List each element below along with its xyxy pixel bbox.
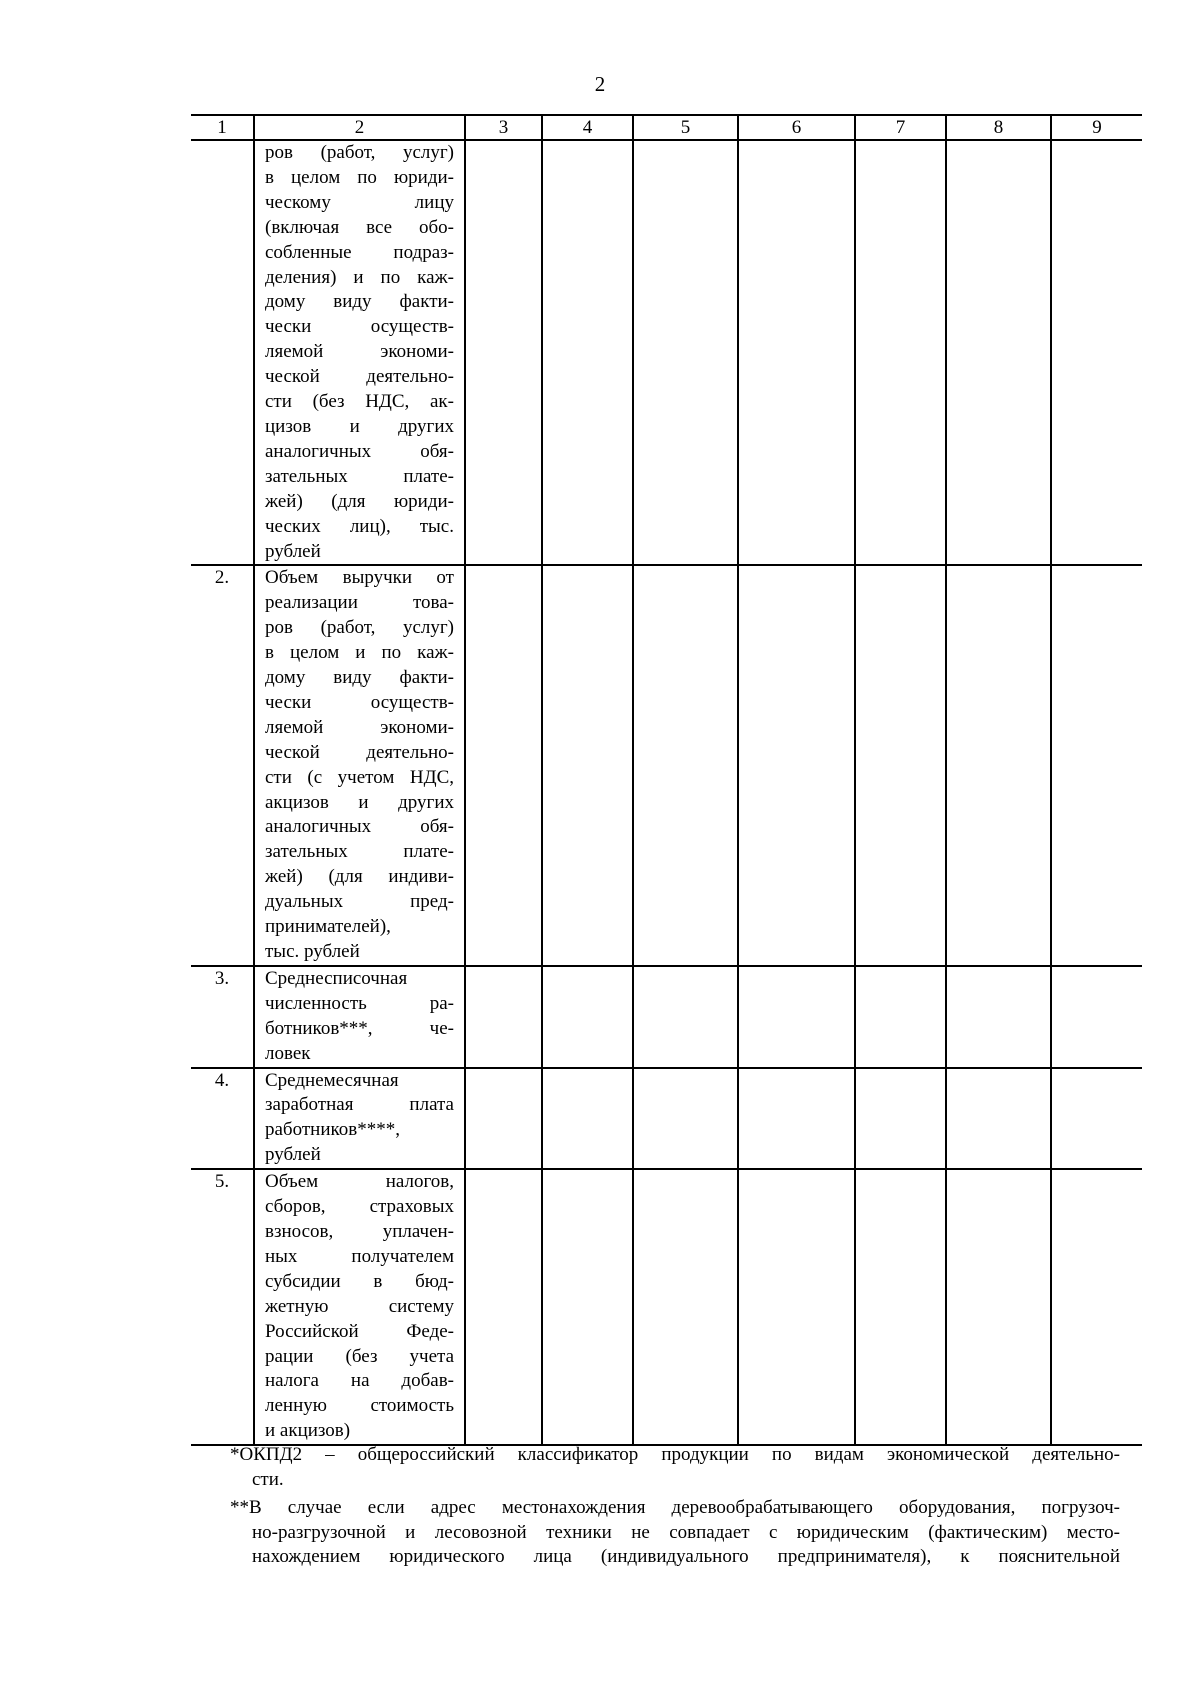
data-cell [465, 1169, 542, 1445]
data-cell [542, 140, 633, 565]
data-cell [1051, 966, 1142, 1068]
column-header: 6 [738, 115, 855, 140]
description-line: принимателей), [265, 916, 391, 938]
row-number: 4. [191, 1068, 254, 1170]
report-table [191, 114, 1142, 1446]
description-line: ляемой экономи- [265, 716, 454, 738]
row-number: 5. [191, 1169, 254, 1445]
description-line: жей) (для индиви- [265, 866, 454, 888]
row-number: 2. [191, 565, 254, 966]
data-cell [946, 1068, 1051, 1170]
description-line: субсидии в бюд- [265, 1270, 454, 1292]
data-cell [946, 140, 1051, 565]
description-line: тыс. рублей [265, 941, 360, 962]
row-number: 3. [191, 966, 254, 1068]
data-cell [946, 966, 1051, 1068]
description-line: реализации това- [265, 592, 454, 614]
description-line: Российской Феде- [265, 1320, 454, 1342]
data-cell [465, 140, 542, 565]
data-cell [855, 966, 946, 1068]
footnotes [230, 1443, 1120, 1570]
data-cell [738, 1068, 855, 1170]
data-cell [465, 966, 542, 1068]
description-line: численность ра- [265, 992, 454, 1014]
description-line: дому виду факти- [265, 291, 454, 313]
description-line: дуальных пред- [265, 891, 454, 913]
data-cell [946, 1169, 1051, 1445]
description-line: деления) и по каж- [265, 266, 454, 288]
description-line: (включая все обо- [265, 216, 454, 238]
description-line: цизов и других [265, 415, 454, 437]
column-header: 2 [254, 115, 465, 140]
footnote-line: сти. [252, 1468, 284, 1490]
description-line: ческих лиц), тыс. [265, 515, 454, 537]
indicator-description [254, 140, 465, 565]
column-header: 8 [946, 115, 1051, 140]
description-line: жей) (для юриди- [265, 490, 454, 512]
description-line: ческому лицу [265, 191, 454, 213]
description-line: ных получателем [265, 1245, 454, 1267]
description-line: акцизов и других [265, 791, 454, 813]
table-row [191, 565, 1142, 966]
data-cell [855, 140, 946, 565]
footnote-line: **В случае если адрес местонахождения деревообрабатывающего оборудования, погрузоч- [230, 1497, 1120, 1518]
footnote [230, 1443, 1120, 1492]
table-row [191, 966, 1142, 1068]
data-cell [542, 1068, 633, 1170]
data-cell [542, 966, 633, 1068]
indicator-description [254, 1068, 465, 1170]
description-line: рублей [265, 540, 321, 562]
data-cell [633, 140, 738, 565]
data-cell [633, 966, 738, 1068]
data-cell [633, 565, 738, 966]
description-line: взносов, уплачен- [265, 1220, 454, 1242]
data-cell [855, 565, 946, 966]
description-line: сти (без НДС, ак- [265, 391, 454, 413]
column-header: 9 [1051, 115, 1142, 140]
table-row [191, 1068, 1142, 1170]
data-cell [855, 1068, 946, 1170]
data-cell [738, 565, 855, 966]
data-cell [855, 1169, 946, 1445]
column-header: 4 [542, 115, 633, 140]
description-line: собленные подраз- [265, 241, 454, 263]
description-line: в целом по юриди- [265, 166, 454, 188]
table-row [191, 140, 1142, 565]
description-line: Объем выручки от [265, 567, 454, 589]
footnote-line: но-разгрузочной и лесовозной техники не совпадает с юридическим (фактическим) место- [252, 1521, 1120, 1543]
data-cell [542, 565, 633, 966]
description-line: Среднемесячная [265, 1069, 399, 1091]
data-cell [1051, 565, 1142, 966]
description-line: сти (с учетом НДС, [265, 766, 454, 788]
column-header: 1 [191, 115, 254, 140]
description-line: ботников***, че- [265, 1017, 454, 1039]
description-line: аналогичных обя- [265, 440, 454, 462]
description-line: зательных плате- [265, 465, 454, 487]
data-cell [1051, 1068, 1142, 1170]
data-cell [542, 1169, 633, 1445]
description-line: чески осуществ- [265, 316, 454, 338]
description-line: дому виду факти- [265, 667, 454, 689]
description-line: Среднесписочная [265, 967, 408, 989]
description-line: налога на добав- [265, 1370, 454, 1392]
footnote-line: *ОКПД2 – общероссийский классификатор продукции по видам экономической деятельно- [230, 1444, 1120, 1465]
description-line: ловек [265, 1042, 311, 1064]
column-header: 3 [465, 115, 542, 140]
description-line: работников****, [265, 1119, 400, 1141]
description-line: и акцизов) [265, 1420, 351, 1442]
data-cell [1051, 1169, 1142, 1445]
data-cell [465, 565, 542, 966]
data-cell [738, 966, 855, 1068]
description-line: рации (без учета [265, 1345, 454, 1367]
table-row [191, 1169, 1142, 1445]
description-line: заработная плата [265, 1094, 454, 1116]
data-cell [633, 1068, 738, 1170]
description-line: ческой деятельно- [265, 366, 454, 388]
page-number: 2 [594, 72, 606, 96]
data-cell [738, 1169, 855, 1445]
description-line: зательных плате- [265, 841, 454, 863]
description-line: жетную систему [265, 1295, 454, 1317]
description-line: аналогичных обя- [265, 816, 454, 838]
description-line: в целом и по каж- [265, 642, 454, 664]
table-header-row [191, 115, 1142, 140]
data-cell [1051, 140, 1142, 565]
description-line: Объем налогов, [265, 1171, 454, 1193]
column-header: 5 [633, 115, 738, 140]
data-cell [946, 565, 1051, 966]
description-line: сборов, страховых [265, 1196, 454, 1218]
data-cell [738, 140, 855, 565]
description-line: ров (работ, услуг) [265, 142, 454, 163]
description-line: ленную стоимость [265, 1395, 454, 1417]
column-header: 7 [855, 115, 946, 140]
row-number [191, 140, 254, 565]
indicator-description [254, 1169, 465, 1445]
data-cell [465, 1068, 542, 1170]
data-cell [633, 1169, 738, 1445]
description-line: рублей [265, 1144, 321, 1166]
footnote [230, 1496, 1120, 1570]
footnote-line: нахождением юридического лица (индивидуального предпринимателя), к пояснительной [252, 1546, 1120, 1567]
description-line: ческой деятельно- [265, 741, 454, 763]
indicator-description [254, 966, 465, 1068]
description-line: ров (работ, услуг) [265, 617, 454, 639]
description-line: чески осуществ- [265, 691, 454, 713]
description-line: ляемой экономи- [265, 341, 454, 363]
indicator-description [254, 565, 465, 966]
